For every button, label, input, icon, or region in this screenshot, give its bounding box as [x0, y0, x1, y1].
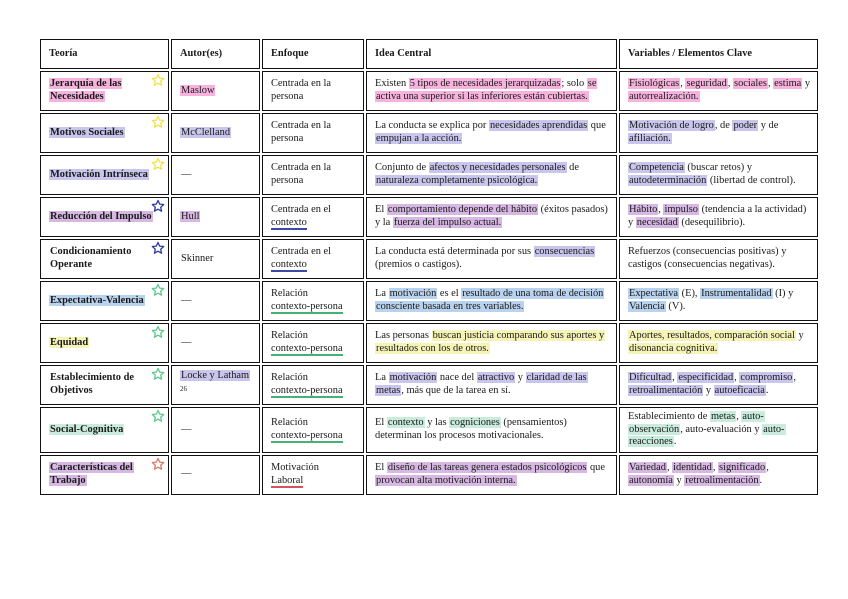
focus-line-1: Relación: [271, 417, 308, 429]
highlighted-text: metas: [710, 411, 736, 422]
highlighted-text: compromiso: [740, 372, 793, 384]
focus-cell: [262, 71, 364, 111]
header-author: Autor(es): [171, 39, 260, 69]
highlighted-text: afiliación.: [629, 133, 671, 144]
theory-cell: [40, 365, 169, 405]
text-segment: y las: [424, 417, 450, 429]
footnote-ref: 26: [180, 384, 187, 393]
highlighted-text: se activa una superior si las inferiores están cubiertas.: [376, 78, 597, 102]
key-variables-cell: [619, 239, 818, 279]
table-row: [40, 71, 818, 111]
focus-cell: [262, 281, 364, 321]
author-cell: [171, 155, 260, 195]
theory-cell: [40, 323, 169, 363]
text-segment: La: [375, 288, 389, 300]
text-segment: que: [587, 462, 605, 474]
highlighted-text: necesidades aprendidas: [489, 120, 588, 132]
highlighted-text: motivación: [389, 288, 437, 300]
highlighted-text: identidad: [673, 462, 712, 474]
highlighted-text: necesidad: [636, 217, 678, 228]
highlighted-text: Dificultad: [629, 372, 672, 384]
highlighted-text: retroalimentación: [685, 474, 759, 486]
highlighted-text: Valencia: [629, 301, 665, 312]
star-icon: [151, 325, 165, 339]
theory-cell: [40, 155, 169, 195]
highlighted-text: claridad de las metas: [376, 372, 587, 396]
central-idea-cell: [366, 455, 617, 495]
table-row: [40, 155, 818, 195]
text-segment: La: [375, 372, 389, 384]
highlighted-text: auto-reacciones: [629, 423, 785, 448]
motivation-theories-table: [38, 37, 820, 497]
text-segment: ,: [658, 204, 664, 216]
highlighted-text: afectos y necesidades personales: [429, 162, 566, 174]
theory-name: Reducción del Impulso: [50, 210, 152, 222]
text-segment: y: [795, 330, 804, 342]
focus-cell: [262, 155, 364, 195]
text-segment: , auto-evaluación y: [680, 423, 763, 435]
theory-name: Social-Cognitiva: [50, 423, 124, 435]
text-segment: ,: [672, 372, 678, 384]
focus-cell: [262, 407, 364, 453]
key-variables-cell: [619, 323, 818, 363]
author-cell: [171, 407, 260, 453]
text-segment: Las personas: [375, 330, 432, 342]
text-segment: nace del: [437, 372, 477, 384]
focus-line-2: contexto-persona: [271, 385, 343, 396]
text-segment: y: [515, 372, 526, 384]
author-cell: [171, 239, 260, 279]
focus-line-2: contexto: [271, 217, 307, 228]
text-segment: que: [588, 120, 606, 132]
highlighted-text: autorrealización.: [629, 91, 699, 102]
central-idea-cell: [366, 365, 617, 405]
author-cell: [171, 323, 260, 363]
highlighted-text: contexto: [387, 417, 424, 429]
central-idea-cell: [366, 113, 617, 153]
text-segment: ,: [736, 411, 742, 422]
focus-cell: [262, 323, 364, 363]
text-segment: .: [765, 385, 769, 396]
theory-cell: [40, 239, 169, 279]
author-name: McClelland: [181, 126, 231, 138]
central-idea-cell: [366, 407, 617, 453]
text-segment: ,: [727, 78, 734, 90]
text-segment: .: [673, 436, 677, 448]
text-segment: (E),: [679, 288, 701, 300]
highlighted-text: cogniciones: [450, 417, 500, 429]
focus-line-2: contexto-persona: [271, 301, 343, 312]
theory-name: Características del Trabajo: [50, 462, 133, 486]
theories-table-container: [38, 37, 810, 497]
text-segment: , de: [714, 120, 733, 132]
highlighted-text: Hábito: [629, 204, 658, 216]
star-icon: [151, 115, 165, 129]
text-segment: El: [375, 204, 387, 216]
table-row: [40, 197, 818, 237]
theory-cell: [40, 281, 169, 321]
theory-name: Motivación Intrínseca: [50, 168, 148, 180]
highlighted-text: Aportes, resultados, comparación social: [629, 330, 795, 342]
focus-line-1: Centrada en la: [271, 162, 332, 174]
key-variables-cell: [619, 71, 818, 111]
theory-name: Expectativa-Valencia: [50, 294, 144, 306]
text-segment: (éxitos pasados) y la: [375, 204, 608, 228]
author-cell: [171, 365, 260, 405]
text-segment: ,: [712, 462, 719, 474]
highlighted-text: seguridad: [686, 78, 727, 90]
highlighted-text: diseño de las tareas genera estados psicológicos: [387, 462, 587, 474]
highlighted-text: significado: [719, 462, 766, 474]
star-icon: [151, 157, 165, 171]
text-segment: (tendencia a la actividad) y: [628, 204, 807, 228]
highlighted-text: provocan alta motivación interna.: [376, 474, 516, 486]
highlighted-text: autodeterminación: [629, 175, 707, 186]
highlighted-text: autoeficacia: [714, 385, 765, 396]
focus-cell: [262, 455, 364, 495]
author-name: —: [181, 468, 192, 480]
focus-line-1: Relación: [271, 288, 308, 300]
author-cell: [171, 113, 260, 153]
text-segment: La conducta está determinada por sus: [375, 246, 534, 258]
highlighted-text: motivación: [389, 372, 437, 384]
author-cell: [171, 281, 260, 321]
highlighted-text: naturaleza completamente psicológica.: [376, 175, 538, 186]
theory-cell: [40, 407, 169, 453]
table-row: [40, 281, 818, 321]
highlighted-text: comportamiento depende del hábito: [387, 204, 538, 216]
highlighted-text: autonomía: [629, 474, 673, 486]
focus-line-2: persona: [271, 175, 304, 186]
text-segment: Existen: [375, 78, 409, 90]
key-variables-cell: [619, 365, 818, 405]
focus-line-1: Centrada en la: [271, 78, 332, 90]
text-segment: es el: [437, 288, 462, 300]
highlighted-text: Fisiológicas: [629, 78, 680, 90]
theory-name: Establecimiento de Objetivos: [50, 372, 134, 396]
text-segment: Conjunto de: [375, 162, 429, 174]
highlighted-text: Motivación de logro: [629, 120, 714, 132]
highlighted-text: resultado de una toma de decisión consciente basada en tres variables.: [376, 288, 604, 312]
header-central-idea: Idea Central: [366, 39, 617, 69]
text-segment: y: [673, 474, 685, 486]
key-variables-cell: [619, 197, 818, 237]
text-segment: ,: [793, 372, 796, 384]
theory-cell: [40, 71, 169, 111]
theory-cell: [40, 113, 169, 153]
author-name: —: [181, 336, 192, 348]
highlighted-text: fuerza del impulso actual.: [393, 217, 502, 228]
header-key-variables: Variables / Elementos Clave: [619, 39, 818, 69]
highlighted-text: consecuencias: [534, 246, 595, 258]
highlighted-text: impulso: [664, 204, 698, 216]
highlighted-text: especificidad: [678, 372, 734, 384]
text-segment: , más que de la tarea en sí.: [401, 385, 511, 396]
focus-cell: [262, 197, 364, 237]
highlighted-text: Instrumentalidad: [701, 288, 772, 300]
central-idea-cell: [366, 323, 617, 363]
text-segment: Refuerzos (consecuencias positivas) y castigos (consecuencias negativas).: [628, 246, 787, 270]
focus-cell: [262, 113, 364, 153]
text-segment: ,: [766, 462, 769, 474]
header-row: [40, 39, 818, 69]
highlighted-text: 5 tipos de necesidades jerarquizadas: [409, 78, 561, 90]
text-segment: ,: [734, 372, 740, 384]
focus-line-2: Laboral: [271, 474, 304, 486]
text-segment: (pensamientos) determinan los procesos motivacionales.: [375, 417, 567, 441]
text-segment: El: [375, 417, 387, 429]
focus-line-2: contexto-persona: [271, 429, 343, 441]
theory-cell: [40, 455, 169, 495]
author-name: Locke y Latham: [181, 370, 250, 382]
highlighted-text: poder: [733, 120, 758, 132]
focus-line-2: persona: [271, 91, 304, 102]
text-segment: y: [703, 385, 714, 396]
focus-line-2: contexto: [271, 259, 307, 270]
table-row: [40, 455, 818, 495]
star-icon: [151, 283, 165, 297]
text-segment: (premios o castigos).: [375, 259, 462, 270]
focus-line-1: Relación: [271, 330, 308, 342]
text-segment: ,: [680, 78, 686, 90]
header-focus: Enfoque: [262, 39, 364, 69]
header-theory: Teoría: [40, 39, 169, 69]
star-icon: [151, 241, 165, 255]
key-variables-cell: [619, 455, 818, 495]
table-row: [40, 113, 818, 153]
theory-cell: [40, 197, 169, 237]
author-name: Hull: [181, 210, 200, 222]
theory-name: Motivos Sociales: [50, 126, 124, 138]
author-cell: [171, 455, 260, 495]
text-segment: ; solo: [561, 78, 587, 90]
highlighted-text: empujan a la acción.: [376, 133, 462, 144]
focus-line-1: Centrada en el: [271, 246, 332, 258]
central-idea-cell: [366, 71, 617, 111]
focus-line-1: Centrada en el: [271, 204, 332, 216]
text-segment: ,: [666, 462, 673, 474]
author-cell: [171, 71, 260, 111]
focus-line-2: contexto-persona: [271, 343, 343, 354]
table-body: [40, 71, 818, 495]
highlighted-text: estima: [774, 78, 802, 90]
author-name: —: [181, 423, 192, 435]
key-variables-cell: [619, 407, 818, 453]
theory-name: Condicionamiento Operante: [50, 246, 132, 270]
table-row: [40, 323, 818, 363]
author-name: —: [181, 168, 192, 180]
highlighted-text: Competencia: [629, 162, 684, 174]
text-segment: (buscar retos) y: [684, 162, 753, 174]
highlighted-text: Expectativa: [629, 288, 679, 300]
table-row: [40, 365, 818, 405]
key-variables-cell: [619, 155, 818, 195]
table-row: [40, 407, 818, 453]
highlighted-text: sociales: [734, 78, 767, 90]
focus-line-1: Motivación: [271, 462, 319, 474]
text-segment: y: [802, 78, 811, 90]
star-icon: [151, 73, 165, 87]
text-segment: (libertad de control).: [707, 175, 796, 186]
text-segment: (V).: [665, 301, 686, 312]
theory-name: Equidad: [50, 336, 89, 348]
star-icon: [151, 199, 165, 213]
highlighted-text: auto-observación: [629, 411, 764, 435]
central-idea-cell: [366, 155, 617, 195]
table-row: [40, 239, 818, 279]
author-cell: [171, 197, 260, 237]
focus-line-2: persona: [271, 133, 304, 144]
text-segment: .: [759, 474, 763, 486]
key-variables-cell: [619, 281, 818, 321]
theory-name: Jerarquía de las Necesidades: [50, 78, 122, 102]
star-icon: [151, 409, 165, 423]
text-segment: La conducta se explica por: [375, 120, 489, 132]
text-segment: de: [566, 162, 579, 174]
text-segment: (I) y: [772, 288, 794, 300]
key-variables-cell: [619, 113, 818, 153]
focus-cell: [262, 365, 364, 405]
text-segment: ,: [767, 78, 774, 90]
star-icon: [151, 457, 165, 471]
focus-line-1: Relación: [271, 372, 308, 384]
highlighted-text: Variedad: [629, 462, 666, 474]
highlighted-text: buscan justicia comparando sus aportes y resultados con los de otros.: [376, 330, 605, 354]
central-idea-cell: [366, 281, 617, 321]
star-icon: [151, 367, 165, 381]
text-segment: Establecimiento de: [628, 411, 710, 422]
focus-cell: [262, 239, 364, 279]
text-segment: y de: [758, 120, 779, 132]
highlighted-text: atractivo: [477, 372, 515, 384]
central-idea-cell: [366, 197, 617, 237]
focus-line-1: Centrada en la: [271, 120, 332, 132]
author-name: Skinner: [181, 252, 214, 264]
text-segment: (desequilibrio).: [678, 217, 746, 228]
author-name: —: [181, 294, 192, 306]
central-idea-cell: [366, 239, 617, 279]
author-name: Maslow: [181, 84, 215, 96]
text-segment: El: [375, 462, 387, 474]
highlighted-text: retroalimentación: [629, 385, 703, 396]
highlighted-text: disonancia cognitiva.: [629, 343, 718, 354]
